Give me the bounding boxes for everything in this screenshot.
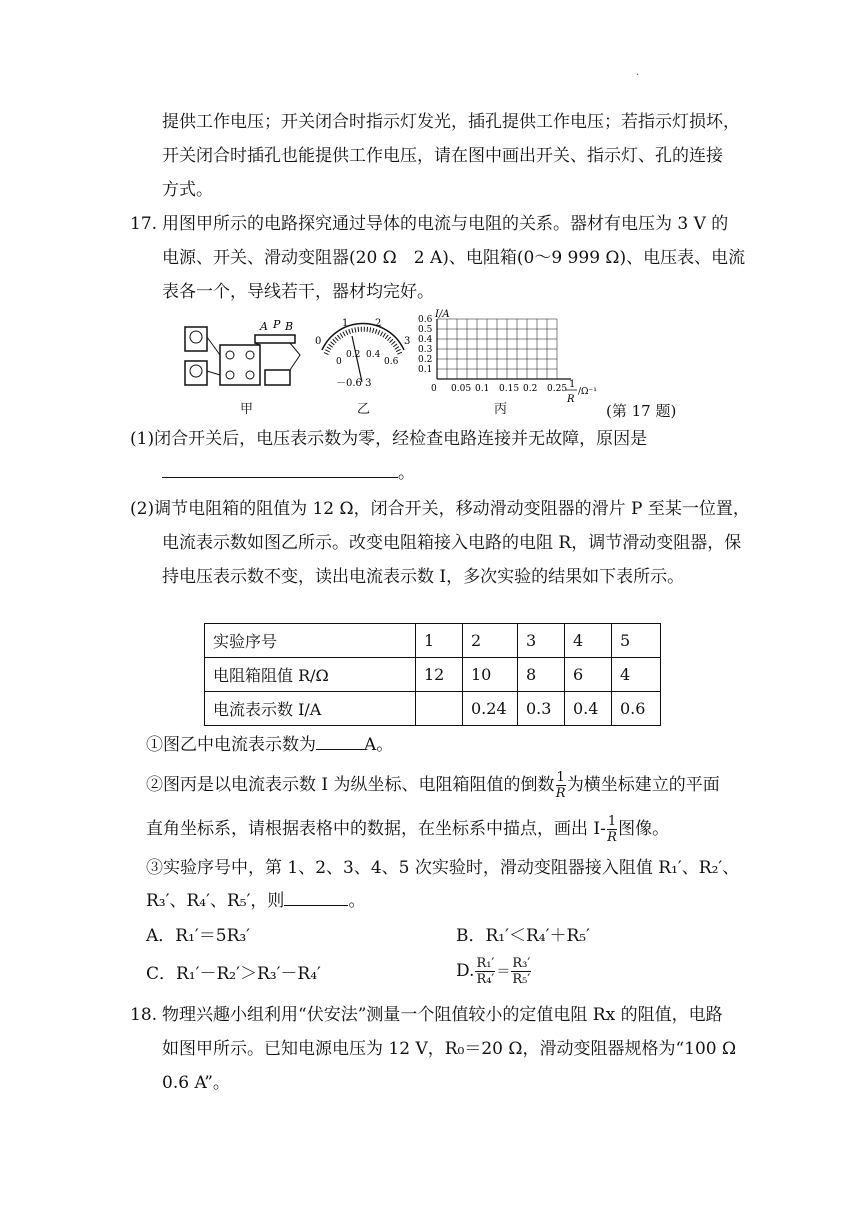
coordinate-grid-figure [415, 307, 610, 407]
q18-line-2: 如图甲所示。已知电源电压为 12 V，R₀＝20 Ω，滑动变阻器规格为“100 Ω [162, 1039, 737, 1059]
table-cell: 1 [416, 624, 463, 658]
y-tick-label: 0.6 [418, 315, 433, 325]
y-tick-label: 0.2 [418, 355, 433, 365]
fraction-1-over-R: $\frac{1}{R}$ [555, 770, 566, 801]
y-tick-label: 0.3 [418, 345, 433, 355]
y-tick-label: 0.5 [418, 325, 433, 335]
option-D[interactable]: D. $\frac{\text{R₁′}}{\text{R₄′}}$ ＝ $\frac{\text{R₃′}}{\text{R₅′}}$ [456, 956, 531, 987]
answer-blank-1[interactable] [162, 461, 398, 478]
q17-sub1: ①图乙中电流表示数为 A。 [146, 735, 394, 755]
q18-line-3: 0.6 A”。 [162, 1073, 230, 1093]
fraction-1-over-R: $\frac{1}{R}$ [607, 814, 617, 845]
x-tick-label: 0.15 [499, 384, 520, 394]
ammeter-figure [312, 312, 412, 396]
label-P: P [273, 318, 281, 331]
table-cell: 0.6 [612, 692, 661, 726]
inner-tick-2: 0.4 [366, 350, 381, 360]
inner-tick-3: 0.6 [384, 357, 399, 367]
x-tick-label: 0.05 [451, 384, 472, 394]
x-tick-label: 0 [431, 384, 437, 394]
outer-tick-2: 2 [375, 318, 382, 329]
table-cell: 6 [565, 658, 612, 692]
table-cell: 4 [565, 624, 612, 658]
q17-part2-line2: 电流表示数如图乙所示。改变电阻箱接入电路的电阻 R，调节滑动变阻器，保 [162, 533, 742, 553]
outer-tick-0: 0 [315, 336, 322, 347]
intro-line-2: 开关闭合时插孔也能提供工作电压，请在图中画出开关、指示灯、孔的连接 [162, 146, 723, 166]
question-number-17: 17. [130, 214, 158, 234]
outer-tick-1: 1 [342, 318, 349, 329]
table-cell: 电流表示数 I/A [205, 692, 416, 726]
q17-part1: (1)闭合开关后，电压表示数为零，经检查电路连接并无故障，原因是 [130, 429, 648, 449]
table-cell: 5 [612, 624, 661, 658]
answer-blank-3[interactable] [284, 889, 348, 906]
x-tick-label: 0.25 [547, 384, 568, 394]
label-A: A [260, 320, 268, 333]
fig-label-yi: 乙 [357, 402, 371, 417]
option-B[interactable]: B．R₁′＜R₄′＋R₅′ [456, 926, 590, 946]
table-cell: 2 [463, 624, 518, 658]
intro-line-1: 提供工作电压；开关闭合时指示灯发光，插孔提供工作电压；若指示灯损坏， [162, 112, 740, 132]
option-A[interactable]: A．R₁′＝5R₃′ [146, 926, 251, 946]
graph-xlabel-num: 1 [569, 379, 576, 390]
q17-sub2-line1: ②图丙是以电流表示数 I 为纵坐标、电阻箱阻值的倒数 $\frac{1}{R}$ 为横坐标建立的平面 [146, 770, 720, 801]
table-cell: 实验序号 [205, 624, 416, 658]
figure-caption: (第 17 题) [606, 402, 677, 420]
table-cell: 0.24 [463, 692, 518, 726]
intro-line-3: 方式。 [162, 180, 213, 200]
q17-line-3: 表各一个，导线若干，器材均完好。 [162, 282, 434, 302]
table-cell: 0.4 [565, 692, 612, 726]
y-tick-label: 0.1 [418, 365, 433, 375]
q17-part1-answer: 。 [162, 461, 415, 485]
q17-sub2-line2: 直角坐标系，请根据表格中的数据，在坐标系中描点，画出 I- $\frac{1}{R}$ 图像。 [146, 814, 670, 845]
x-tick-label: 0.2 [523, 384, 538, 394]
data-table [204, 623, 661, 726]
q17-line-1: 用图甲所示的电路探究通过导体的电流与电阻的关系。器材有电压为 3 V 的 [162, 214, 729, 234]
table-row [205, 658, 661, 692]
answer-blank-2[interactable] [316, 733, 364, 750]
y-tick-label: 0.4 [418, 335, 433, 345]
inner-tick-1: 0.2 [346, 350, 361, 360]
q17-sub3-line2: R₃′、R₄′、R₅′，则 。 [146, 891, 366, 911]
table-cell: 3 [518, 624, 565, 658]
q18-line-1: 物理兴趣小组利用“伏安法”测量一个阻值较小的定值电阻 Rx 的阻值，电路 [162, 1005, 723, 1025]
page-dot: · [636, 70, 640, 81]
table-row [205, 624, 661, 658]
graph-xlabel-unit: /Ω⁻¹ [578, 387, 597, 397]
option-C[interactable]: C．R₁′－R₂′＞R₃′－R₄′ [146, 964, 321, 984]
fig-label-bing: 丙 [494, 402, 508, 417]
table-cell: 0.3 [518, 692, 565, 726]
q17-sub3-line1: ③实验序号中，第 1、2、3、4、5 次实验时，滑动变阻器接入阻值 R₁′、R₂′、 [146, 858, 740, 878]
q17-part2-line3: 持电压表示数不变，读出电流表示数 I，多次实验的结果如下表所示。 [162, 567, 685, 587]
fig-label-jia: 甲 [240, 402, 254, 417]
circuit-figure [180, 315, 310, 395]
table-cell: 12 [416, 658, 463, 692]
table-cell: 10 [463, 658, 518, 692]
table-cell: 4 [612, 658, 661, 692]
outer-tick-3: 3 [404, 336, 411, 347]
graph-xlabel-den: R [567, 394, 575, 405]
table-cell: 电阻箱阻值 R/Ω [205, 658, 416, 692]
q17-line-2: 电源、开关、滑动变阻器(20 Ω 2 A)、电阻箱(0～9 999 Ω)、电压表、电流 [162, 248, 746, 268]
question-number-18: 18. [130, 1005, 158, 1025]
q17-part2-line1: (2)调节电阻箱的阻值为 12 Ω，闭合开关，移动滑动变阻器的滑片 P 至某一位置， [130, 499, 750, 519]
graph-ylabel: I/A [435, 309, 450, 320]
table-cell: 8 [518, 658, 565, 692]
table-row [205, 692, 661, 726]
ammeter-terminals: －0.6 3 [336, 378, 372, 389]
label-B: B [285, 320, 294, 333]
inner-tick-0: 0 [336, 357, 342, 367]
x-tick-label: 0.1 [475, 384, 490, 394]
table-cell-empty[interactable] [416, 692, 463, 726]
